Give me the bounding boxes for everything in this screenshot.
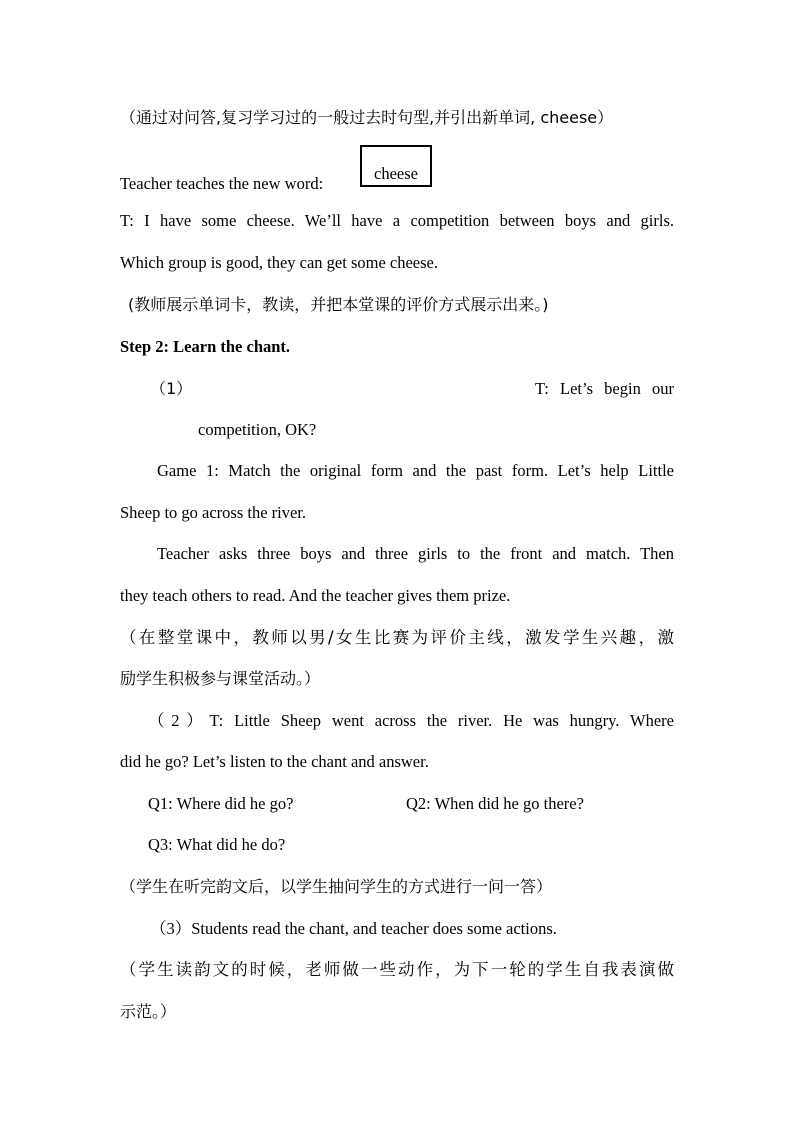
item2-line-1: （2）T: Little Sheep went across the river. He was hungry. Where <box>148 711 674 730</box>
item3-text: （3）Students read the chant, and teacher does some actions. <box>150 919 557 938</box>
new-word-label: cheese <box>374 164 418 183</box>
teacher-asks-line-2: they teach others to read. And the teacher gives them prize. <box>120 586 511 605</box>
note-question-answer: （学生在听完韵文后，以学生抽问学生的方式进行一问一答） <box>120 877 553 896</box>
game1-line-2: Sheep to go across the river. <box>120 503 307 522</box>
note-actions-line-2: 示范。） <box>120 1002 177 1021</box>
note-actions-line-1: （学生读韵文的时候，老师做一些动作，为下一轮的学生自我表演做 <box>120 960 674 979</box>
question-1: Q1: Where did he go? <box>148 794 294 813</box>
note-review-past-tense: （通过对问答,复习学习过的一般过去时句型,并引出新单词, cheese） <box>120 108 614 127</box>
item1-marker: （1） <box>150 379 193 398</box>
question-2: Q2: When did he go there? <box>406 794 584 813</box>
teacher-line-1: T: I have some cheese. We’ll have a competition between boys and girls. <box>120 211 674 230</box>
item1-text-continued: competition, OK? <box>198 420 317 439</box>
game1-line-1: Game 1: Match the original form and the past form. Let’s help Little <box>157 461 674 480</box>
teacher-asks-line-1: Teacher asks three boys and three girls to the front and match. Then <box>157 544 674 563</box>
note-competition-line-1: （在整堂课中，教师以男/女生比赛为评价主线，激发学生兴趣，激 <box>120 628 674 647</box>
step2-heading: Step 2: Learn the chant. <box>120 337 291 356</box>
item1-text: T: Let’s begin our <box>535 379 674 398</box>
teacher-teaches-text: Teacher teaches the new word: <box>120 174 324 193</box>
note-word-card: (教师展示单词卡，教读，并把本堂课的评价方式展示出来。) <box>128 295 549 314</box>
item2-line-2: did he go? Let’s listen to the chant and answer. <box>120 752 429 771</box>
note-competition-line-2: 励学生积极参与课堂活动。） <box>120 669 321 688</box>
question-3: Q3: What did he do? <box>148 835 286 854</box>
teacher-line-2: Which group is good, they can get some cheese. <box>120 253 438 272</box>
new-word-box <box>360 145 432 187</box>
